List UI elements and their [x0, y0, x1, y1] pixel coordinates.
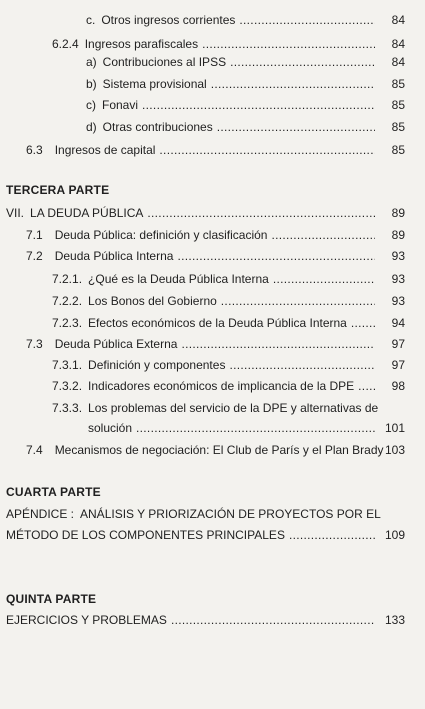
leader-dots [217, 117, 375, 137]
entry-page: 93 [391, 272, 405, 286]
toc-entry [0, 269, 425, 289]
leader-dots [211, 74, 375, 94]
leader-dots [229, 355, 375, 375]
entry-title: Deuda Pública Interna [54, 249, 174, 263]
entry-title: EJERCICIOS Y PROBLEMAS [6, 613, 167, 627]
entry-title: LA DEUDA PÚBLICA [30, 206, 144, 220]
entry-number: 7.2 [26, 249, 43, 263]
entry-title: Ingresos de capital [54, 143, 156, 157]
entry-title: Contribuciones al IPSS [102, 55, 227, 69]
entry-number: 7.1 [26, 228, 43, 242]
entry-title: Los Bonos del Gobierno [88, 294, 217, 308]
toc-entry [0, 525, 425, 545]
toc-entry [0, 52, 425, 72]
entry-page: 97 [391, 337, 405, 351]
entry-page: 84 [391, 13, 405, 27]
leader-dots [136, 418, 375, 438]
entry-page: 89 [391, 206, 405, 220]
leader-dots [147, 203, 375, 223]
part-heading: CUARTA PARTE [6, 485, 101, 499]
entry-title: Ingresos parafiscales [84, 37, 199, 51]
entry-title: ANÁLISIS Y PRIORIZACIÓN DE PROYECTOS POR EL [80, 507, 381, 521]
toc-entry [0, 291, 425, 311]
entry-number: 7.4 [26, 443, 43, 457]
entry-number: c. [86, 13, 96, 27]
entry-number: VII. [6, 206, 25, 220]
entry-page: 85 [391, 143, 405, 157]
entry-number: 6.3 [26, 143, 43, 157]
leader-dots [358, 376, 375, 396]
toc-entry [0, 74, 425, 94]
entry-title: Definición y componentes [88, 358, 226, 372]
leader-dots [142, 95, 375, 115]
leader-dots [202, 34, 375, 54]
toc-entry [0, 355, 425, 375]
entry-page: 101 [384, 421, 405, 435]
toc-entry [0, 504, 425, 524]
entry-page: 85 [391, 120, 405, 134]
toc-entry [0, 117, 425, 137]
entry-page: 98 [391, 379, 405, 393]
entry-page: 97 [391, 358, 405, 372]
leader-dots [351, 313, 375, 333]
entry-number: 7.3.3. [52, 401, 83, 415]
toc-entry [0, 34, 425, 54]
entry-page: 109 [384, 528, 405, 542]
leader-dots [239, 10, 375, 30]
part-heading: QUINTA PARTE [6, 592, 97, 606]
toc-entry [0, 95, 425, 115]
entry-number: b) [86, 77, 97, 91]
entry-number: 7.2.3. [52, 316, 83, 330]
toc-entry [0, 313, 425, 333]
entry-page: 93 [391, 294, 405, 308]
entry-title: solución [88, 421, 133, 435]
entry-number: c) [86, 98, 96, 112]
entry-page: 84 [391, 37, 405, 51]
entry-number: d) [86, 120, 97, 134]
part-heading: TERCERA PARTE [6, 183, 110, 197]
entry-title: Efectos económicos de la Deuda Pública Interna [88, 316, 347, 330]
entry-page: 94 [391, 316, 405, 330]
entry-title: Sistema provisional [102, 77, 207, 91]
entry-page: 84 [391, 55, 405, 69]
leader-dots [181, 334, 375, 354]
entry-page: 89 [391, 228, 405, 242]
toc-entry [0, 140, 425, 160]
leader-dots [271, 225, 375, 245]
leader-dots [159, 140, 375, 160]
entry-title: Indicadores económicos de implicancia de la DPE [88, 379, 355, 393]
leader-dots [230, 52, 375, 72]
entry-number: 7.3.2. [52, 379, 83, 393]
entry-page: 85 [391, 98, 405, 112]
toc-entry [0, 610, 425, 630]
entry-title: Mecanismos de negociación: El Club de París y el Plan Brady [54, 443, 384, 457]
entry-title: MÉTODO DE LOS COMPONENTES PRINCIPALES [6, 528, 285, 542]
leader-dots [221, 291, 375, 311]
entry-number: 6.2.4 [52, 37, 79, 51]
toc-entry [0, 203, 425, 223]
entry-number: a) [86, 55, 97, 69]
leader-dots [289, 525, 375, 545]
entry-number: 7.2.2. [52, 294, 83, 308]
entry-number: APÉNDICE : [6, 507, 75, 521]
toc-entry [0, 376, 425, 396]
entry-title: Los problemas del servicio de la DPE y alternativas de [88, 401, 379, 415]
leader-dots [177, 246, 375, 266]
entry-title: Otros ingresos corrientes [101, 13, 236, 27]
toc-entry [0, 225, 425, 245]
entry-page: 103 [384, 443, 405, 457]
entry-number: 7.2.1. [52, 272, 83, 286]
toc-entry [0, 10, 425, 30]
toc-entry [0, 398, 425, 418]
entry-title: Deuda Pública: definición y clasificación [54, 228, 268, 242]
toc-entry [0, 418, 425, 438]
entry-title: Otras contribuciones [102, 120, 213, 134]
toc-entry [0, 440, 425, 460]
leader-dots [273, 269, 375, 289]
entry-number: 7.3 [26, 337, 43, 351]
toc-entry [0, 334, 425, 354]
entry-title: ¿Qué es la Deuda Pública Interna [88, 272, 269, 286]
toc-entry [0, 246, 425, 266]
entry-page: 85 [391, 77, 405, 91]
entry-number: 7.3.1. [52, 358, 83, 372]
entry-page: 93 [391, 249, 405, 263]
entry-title: Deuda Pública Externa [54, 337, 178, 351]
entry-title: Fonavi [102, 98, 139, 112]
leader-dots [171, 610, 375, 630]
entry-page: 133 [384, 613, 405, 627]
